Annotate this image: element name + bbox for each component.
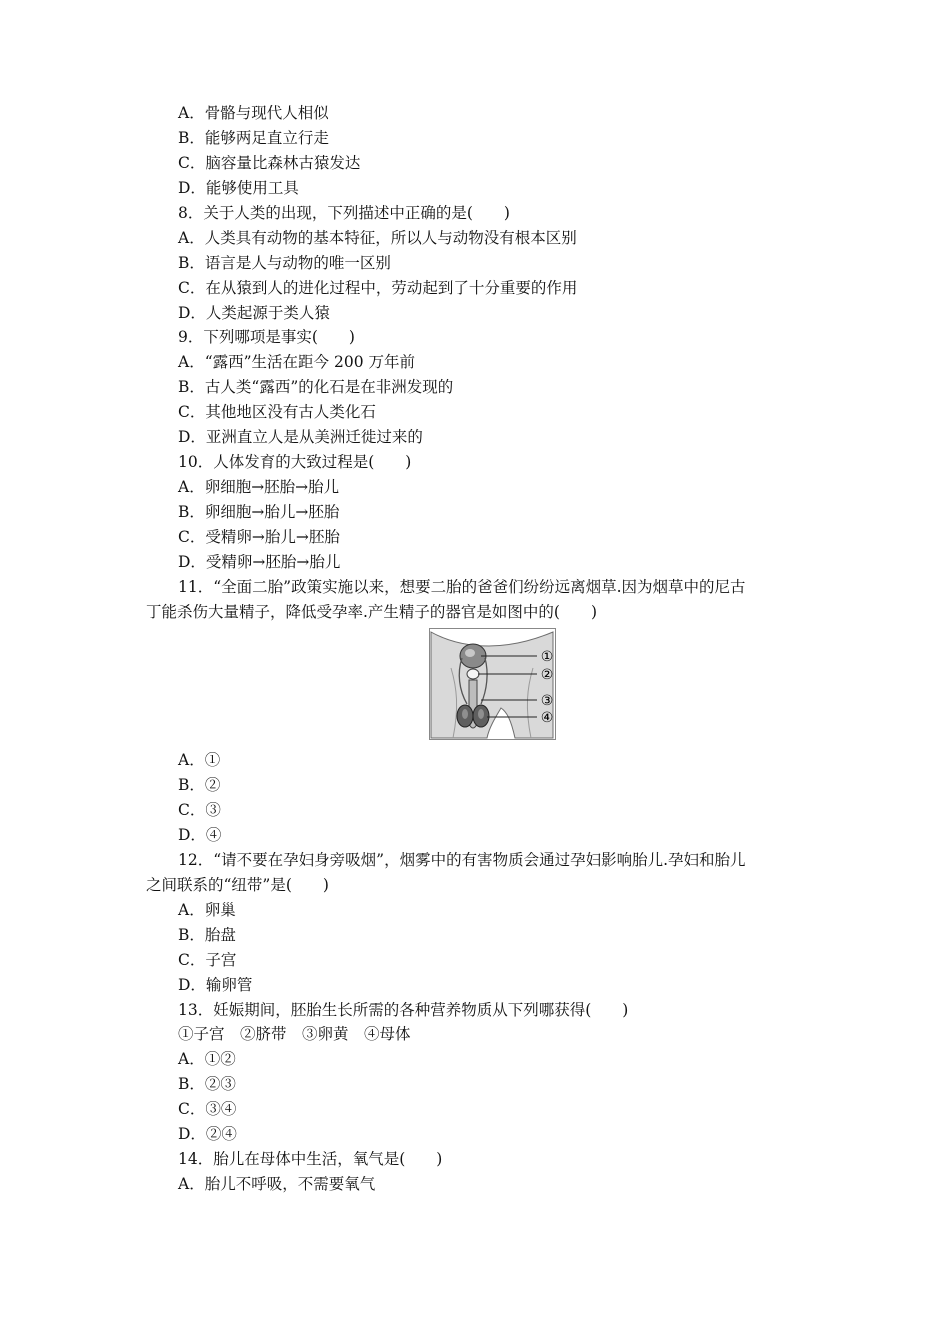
q12-option-a: A．卵巢 [178,901,236,919]
q10-option-c: C．受精卵→胎儿→胚胎 [178,528,340,546]
q13-option-c: C．③④ [178,1100,237,1118]
q12-stem-line2: 之间联系的“纽带”是( ) [146,876,329,894]
q11-option-b: B．② [178,776,221,794]
figure-label-3: ③ [540,693,554,709]
figure-label-2: ② [540,667,554,683]
q8-stem: 8．关于人类的出现，下列描述中正确的是( ) [178,204,510,222]
q13-option-a: A．①② [178,1050,236,1068]
male-reproductive-figure [429,628,556,740]
q11-option-d: D．④ [178,826,222,844]
q13-stem: 13．妊娠期间，胚胎生长所需的各种营养物质从下列哪获得( ) [178,1001,629,1019]
male-reproductive-illustration [429,628,556,740]
q11-stem-line1: 11．“全面二胎”政策实施以来，想要二胎的爸爸们纷纷远离烟草.因为烟草中的尼古 [178,578,746,596]
q8-option-c: C．在从猿到人的进化过程中，劳动起到了十分重要的作用 [178,279,578,297]
q9-option-d: D．亚洲直立人是从美洲迁徙过来的 [178,428,423,446]
q13-option-b: B．②③ [178,1075,236,1093]
q9-option-b: B．古人类“露西”的化石是在非洲发现的 [178,378,454,396]
q10-option-a: A．卵细胞→胚胎→胎儿 [178,478,340,496]
q9-stem: 9．下列哪项是事实( ) [178,328,355,346]
q9-option-c: C．其他地区没有古人类化石 [178,403,376,421]
q8-option-b: B．语言是人与动物的唯一区别 [178,254,391,272]
q14-stem: 14．胎儿在母体中生活，氧气是( ) [178,1150,443,1168]
q13-choices: ①子宫 ②脐带 ③卵黄 ④母体 [178,1025,411,1043]
q10-option-d: D．受精卵→胚胎→胎儿 [178,553,341,571]
q7-option-c: C．脑容量比森林古猿发达 [178,154,361,172]
q8-option-d: D．人类起源于类人猿 [178,304,330,322]
q11-stem-line2: 丁能杀伤大量精子，降低受孕率.产生精子的器官是如图中的( ) [146,603,598,621]
q9-option-a: A．“露西”生活在距今 200 万年前 [178,353,415,371]
q11-option-a: A．① [178,751,221,769]
q8-option-a: A．人类具有动物的基本特征，所以人与动物没有根本区别 [178,229,577,247]
q10-option-b: B．卵细胞→胎儿→胚胎 [178,503,340,521]
figure-label-4: ④ [540,710,554,726]
q10-stem: 10．人体发育的大致过程是( ) [178,453,412,471]
q11-option-c: C．③ [178,801,221,819]
q13-option-d: D．②④ [178,1125,237,1143]
q7-option-b: B．能够两足直立行走 [178,129,329,147]
q12-option-d: D．输卵管 [178,976,253,994]
q14-option-a: A．胎儿不呼吸，不需要氧气 [178,1175,376,1193]
figure-label-1: ① [540,649,554,665]
q12-option-b: B．胎盘 [178,926,236,944]
q7-option-a: A．骨骼与现代人相似 [178,104,329,122]
q7-option-d: D．能够使用工具 [178,179,299,197]
q12-stem-line1: 12．“请不要在孕妇身旁吸烟”，烟雾中的有害物质会通过孕妇影响胎儿.孕妇和胎儿 [178,851,746,869]
q12-option-c: C．子宫 [178,951,237,969]
